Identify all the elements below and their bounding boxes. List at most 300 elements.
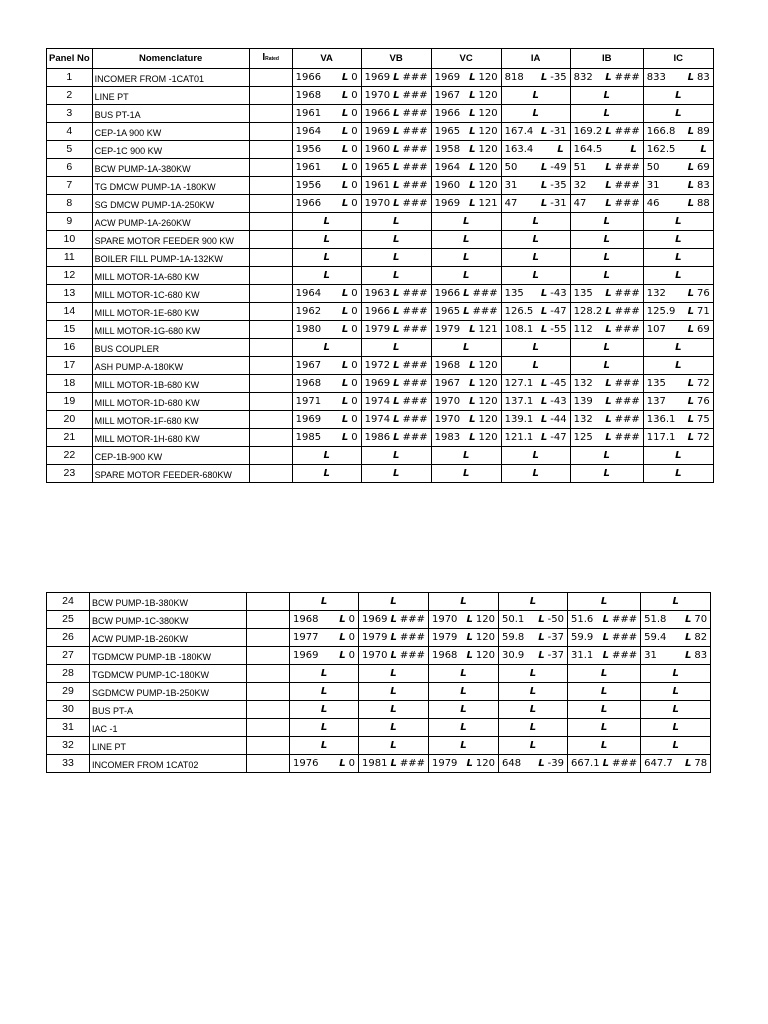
ic-cell [643,231,713,249]
angle-symbol: L [462,252,470,263]
angle-symbol: L [700,144,707,155]
va-cell [292,141,361,159]
va-magnitude: 1977 [293,632,319,643]
vb-cell [359,593,429,611]
vc-cell [431,231,501,249]
angle-symbol: L [469,414,476,425]
angle-symbol: L [462,450,470,461]
angle-symbol: L [532,468,539,479]
angle-symbol: L [532,234,539,245]
va-magnitude: 1956 [295,144,322,155]
vc-angle: 121 [478,198,498,209]
table-row [47,213,714,231]
angle-symbol: L [605,162,612,173]
angle-symbol: L [341,306,349,317]
vc-magnitude: 1960 [434,180,461,191]
ia-angle: -49 [550,162,567,173]
table-row [47,611,711,629]
angle-symbol: L [469,90,476,101]
angle-symbol: L [532,216,539,227]
irated-cell [247,701,290,719]
angle-symbol: L [323,450,330,461]
irated-cell [249,429,292,447]
angle-symbol: L [685,758,692,769]
ic-cell [643,465,713,483]
panel-no-cell: 1 [47,69,93,87]
ib-angle: ### [614,306,640,317]
angle-symbol: L [603,342,610,353]
nomenclature-cell: TGDMCW PUMP-1B -180KW [90,647,247,665]
ia-cell [498,593,567,611]
ib-cell [567,737,640,755]
angle-symbol: L [675,360,682,371]
vc-cell [431,357,501,375]
ib-angle: ### [614,396,640,407]
vb-cell [361,465,431,483]
ib-magnitude: 125 [573,432,593,443]
ic-magnitude: 162.5 [646,144,676,155]
angle-symbol: L [323,468,330,479]
va-angle: 0 [348,758,355,769]
ic-cell [643,339,713,357]
vb-cell [361,87,431,105]
vb-cell [361,213,431,231]
vc-magnitude: 1979 [431,758,458,769]
angle-symbol: L [605,324,612,335]
vc-magnitude: 1966 [434,288,461,299]
vb-cell [361,249,431,267]
va-cell [292,357,361,375]
ia-magnitude: 135 [504,288,524,299]
va-cell [290,647,359,665]
vc-cell [428,755,498,773]
irated-cell [249,213,292,231]
header-irated: IRated [249,49,292,69]
angle-symbol: L [341,360,349,371]
nomenclature-cell: MILL MOTOR-1E-680 KW [92,303,249,321]
angle-symbol: L [675,108,682,119]
table-row [47,683,711,701]
ia-magnitude: 50 [504,162,518,173]
ic-magnitude: 117.1 [646,432,676,443]
ic-cell [643,213,713,231]
ic-cell [641,719,711,737]
angle-symbol: L [320,722,328,733]
angle-symbol: L [540,306,548,317]
ia-cell [501,465,570,483]
vc-angle: 120 [478,360,498,371]
ia-angle: -35 [550,180,567,191]
angle-symbol: L [341,324,349,335]
nomenclature-cell: BOILER FILL PUMP-1A-132KW [92,249,249,267]
vc-magnitude: 1979 [434,324,461,335]
ic-cell [641,755,711,773]
panel-no-cell: 22 [47,447,93,465]
vb-cell [361,303,431,321]
vc-angle: 120 [478,414,498,425]
ic-cell [641,611,711,629]
angle-symbol: L [603,216,610,227]
angle-symbol: L [687,198,695,209]
vb-angle: ### [402,378,428,389]
vc-magnitude: 1966 [434,108,461,119]
irated-cell [247,629,290,647]
angle-symbol: L [390,686,397,697]
ia-angle: -43 [550,288,567,299]
angle-symbol: L [602,614,609,625]
panel-no-cell: 28 [47,665,90,683]
vc-magnitude: 1983 [434,432,461,443]
angle-symbol: L [390,704,397,715]
vb-cell [359,737,429,755]
ib-cell [570,177,643,195]
ic-cell [643,429,713,447]
header-ia: IA [501,49,570,69]
table-row [47,737,711,755]
ib-angle: ### [611,758,638,769]
ia-cell [501,69,570,87]
vb-cell [359,665,429,683]
vb-magnitude: 1979 [364,324,391,335]
table-row [47,357,714,375]
va-cell [292,411,361,429]
ib-magnitude: 59.9 [570,632,594,643]
vc-angle: ### [472,288,498,299]
angle-symbol: L [341,432,349,443]
ib-cell [570,123,643,141]
ia-cell [501,267,570,285]
angle-symbol: L [603,108,610,119]
angle-symbol: L [675,450,682,461]
vb-magnitude: 1965 [364,162,391,173]
panel-no-cell: 11 [47,249,93,267]
angle-symbol: L [540,324,548,335]
ic-angle: 83 [697,180,710,191]
panel-table-1 [46,48,714,483]
angle-symbol: L [605,198,612,209]
vb-cell [361,123,431,141]
angle-symbol: L [341,144,349,155]
ib-angle: ### [614,198,640,209]
ic-magnitude: 125.9 [646,306,676,317]
vc-cell [431,159,501,177]
va-angle: 0 [351,90,358,101]
irated-cell [249,195,292,213]
vc-magnitude: 1964 [434,162,461,173]
ia-cell [501,393,570,411]
angle-symbol: L [540,162,548,173]
vb-angle: ### [402,144,428,155]
va-cell [292,393,361,411]
ic-angle: 76 [697,396,710,407]
table-row [47,593,711,611]
nomenclature-cell: SPARE MOTOR FEEDER-680KW [92,465,249,483]
nomenclature-cell: MILL MOTOR-1G-680 KW [92,321,249,339]
angle-symbol: L [469,360,476,371]
va-cell [292,447,361,465]
ia-angle: -47 [550,306,567,317]
angle-symbol: L [687,378,695,389]
ib-angle: ### [614,432,640,443]
vb-magnitude: 1970 [364,198,391,209]
nomenclature-cell: BUS COUPLER [92,339,249,357]
ic-angle: 72 [697,432,710,443]
angle-symbol: L [469,378,476,389]
vb-cell [361,105,431,123]
ia-cell [501,429,570,447]
va-cell [292,231,361,249]
vc-cell [428,737,498,755]
vb-cell [359,755,429,773]
ia-cell [501,177,570,195]
va-magnitude: 1956 [295,180,322,191]
angle-symbol: L [466,758,473,769]
angle-symbol: L [675,234,682,245]
va-magnitude: 1964 [295,126,322,137]
angle-symbol: L [529,722,537,733]
panel-no-cell: 7 [47,177,93,195]
vc-angle: 120 [475,650,495,661]
ic-cell [643,285,713,303]
angle-symbol: L [540,288,548,299]
header-vb: VB [361,49,431,69]
vc-cell [431,339,501,357]
ia-magnitude: 648 [501,758,522,769]
vb-cell [361,375,431,393]
angle-symbol: L [605,180,612,191]
panel-no-cell: 31 [47,719,90,737]
angle-symbol: L [540,126,548,137]
angle-symbol: L [393,306,400,317]
table-row [47,303,714,321]
angle-symbol: L [390,596,397,607]
ib-cell [570,69,643,87]
table-row [47,647,711,665]
ia-cell [501,447,570,465]
ic-cell [641,665,711,683]
ib-cell [570,87,643,105]
ib-angle: ### [611,632,638,643]
vb-cell [361,447,431,465]
vc-angle: 120 [478,126,498,137]
vc-cell [431,447,501,465]
ic-cell [643,303,713,321]
va-cell [292,285,361,303]
nomenclature-cell: ASH PUMP-A-180KW [92,357,249,375]
va-cell [292,123,361,141]
angle-symbol: L [603,360,610,371]
panel-no-cell: 24 [47,593,90,611]
nomenclature-cell: CEP-1B-900 KW [92,447,249,465]
angle-symbol: L [529,668,537,679]
irated-cell [249,87,292,105]
irated-cell [249,465,292,483]
ib-cell [567,593,640,611]
ia-cell [501,213,570,231]
vb-angle: ### [402,108,428,119]
angle-symbol: L [392,342,400,353]
angle-symbol: L [538,614,545,625]
angle-symbol: L [538,650,545,661]
angle-symbol: L [463,306,470,317]
ic-cell [641,593,711,611]
ia-magnitude: 30.9 [501,650,525,661]
vb-cell [359,629,429,647]
angle-symbol: L [393,360,400,371]
angle-symbol: L [672,704,679,715]
ib-cell [570,465,643,483]
angle-symbol: L [469,198,476,209]
table-row [47,665,711,683]
ia-angle: -50 [547,614,564,625]
angle-symbol: L [393,180,400,191]
angle-symbol: L [532,270,539,281]
panel-no-cell: 15 [47,321,93,339]
angle-symbol: L [341,288,349,299]
vc-angle: 120 [478,180,498,191]
nomenclature-cell: INCOMER FROM 1CAT02 [90,755,247,773]
irated-cell [247,593,290,611]
angle-symbol: L [320,704,328,715]
ia-cell [501,159,570,177]
panel-no-cell: 13 [47,285,93,303]
ic-cell [643,105,713,123]
angle-symbol: L [540,180,548,191]
vc-cell [431,87,501,105]
va-cell [290,683,359,701]
panel-no-cell: 32 [47,737,90,755]
table-row [47,123,714,141]
irated-cell [249,159,292,177]
nomenclature-cell: MILL MOTOR-1H-680 KW [92,429,249,447]
ic-angle: 69 [697,324,710,335]
ic-cell [643,267,713,285]
ib-angle: ### [614,324,640,335]
angle-symbol: L [687,180,695,191]
nomenclature-cell: MILL MOTOR-1B-680 KW [92,375,249,393]
irated-cell [247,665,290,683]
va-cell [292,429,361,447]
ib-cell [570,195,643,213]
ib-cell [567,683,640,701]
va-cell [292,321,361,339]
panel-no-cell: 5 [47,141,93,159]
ib-magnitude: 47 [573,198,587,209]
irated-cell [249,141,292,159]
panel-no-cell: 3 [47,105,93,123]
ic-angle: 72 [697,378,710,389]
vb-magnitude: 1974 [364,396,391,407]
vb-angle: ### [402,306,428,317]
ib-cell [567,701,640,719]
header-nomenclature: Nomenclature [92,49,249,69]
vc-cell [431,465,501,483]
vb-magnitude: 1970 [362,650,388,661]
vb-angle: ### [402,288,428,299]
va-magnitude: 1966 [295,72,322,83]
angle-symbol: L [605,126,612,137]
angle-symbol: L [469,396,476,407]
vb-magnitude: 1981 [362,758,388,769]
header-va: VA [292,49,361,69]
angle-symbol: L [393,396,400,407]
vb-cell [361,411,431,429]
angle-symbol: L [393,162,400,173]
vb-magnitude: 1966 [364,306,391,317]
angle-symbol: L [672,596,679,607]
va-cell [292,87,361,105]
angle-symbol: L [675,216,682,227]
ib-magnitude: 32 [573,180,587,191]
angle-symbol: L [469,108,476,119]
ic-angle: 78 [694,758,708,769]
table-row [47,701,711,719]
vb-magnitude: 1986 [364,432,391,443]
vb-magnitude: 1979 [362,632,388,643]
va-cell [292,375,361,393]
vc-cell [431,285,501,303]
table-row [47,69,714,87]
ia-cell [501,339,570,357]
ib-magnitude: 135 [573,288,593,299]
vc-cell [431,267,501,285]
nomenclature-cell: SGDMCW PUMP-1B-250KW [90,683,247,701]
ic-cell [643,177,713,195]
vb-angle: ### [402,198,428,209]
va-cell [292,195,361,213]
angle-symbol: L [605,396,612,407]
vc-angle: 120 [478,378,498,389]
ic-angle: 70 [694,614,708,625]
angle-symbol: L [685,650,692,661]
va-cell [292,249,361,267]
ia-cell [501,321,570,339]
panel-no-cell: 17 [47,357,93,375]
ia-cell [501,141,570,159]
angle-symbol: L [339,632,346,643]
ic-cell [641,629,711,647]
nomenclature-cell: SPARE MOTOR FEEDER 900 KW [92,231,249,249]
vc-angle: 121 [478,324,498,335]
angle-symbol: L [675,90,682,101]
vb-cell [359,647,429,665]
ic-magnitude: 137 [646,396,666,407]
ic-cell [643,159,713,177]
vc-cell [431,213,501,231]
ic-magnitude: 166.8 [646,126,676,137]
angle-symbol: L [532,90,539,101]
angle-symbol: L [469,162,476,173]
angle-symbol: L [390,650,397,661]
va-cell [292,159,361,177]
angle-symbol: L [341,378,349,389]
nomenclature-cell: MILL MOTOR-1F-680 KW [92,411,249,429]
ic-cell [641,701,711,719]
angle-symbol: L [469,324,476,335]
irated-cell [249,105,292,123]
irated-cell [249,123,292,141]
va-magnitude: 1964 [295,288,322,299]
ia-cell [498,737,567,755]
table-row [47,195,714,213]
vb-magnitude: 1960 [364,144,391,155]
angle-symbol: L [675,342,682,353]
angle-symbol: L [687,162,695,173]
ia-cell [501,375,570,393]
angle-symbol: L [672,668,679,679]
ia-cell [498,629,567,647]
angle-symbol: L [323,252,330,263]
